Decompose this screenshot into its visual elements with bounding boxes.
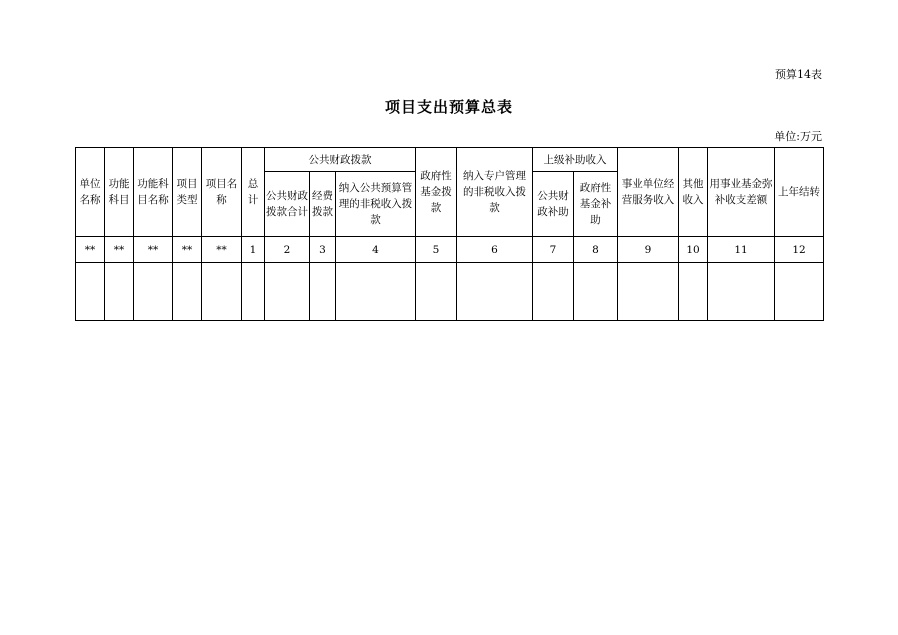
- number-cell: **: [173, 237, 202, 263]
- header-carryover: 上年结转: [775, 148, 824, 237]
- number-cell: 1: [242, 237, 265, 263]
- number-cell: 12: [775, 237, 824, 263]
- header-project-type: 项目类型: [173, 148, 202, 237]
- empty-data-row: [76, 263, 824, 321]
- number-cell: 5: [416, 237, 457, 263]
- header-gov-fund-subsidy: 政府性基金补助: [574, 172, 618, 237]
- number-row: [76, 237, 824, 263]
- number-cell: 3: [310, 237, 336, 263]
- number-cell: 8: [574, 237, 618, 263]
- number-cell: **: [134, 237, 173, 263]
- header-fund-gap: 用事业基金弥补收支差额: [708, 148, 775, 237]
- header-other-income: 其他收入: [679, 148, 708, 237]
- header-unit-name: 单位名称: [76, 148, 105, 237]
- table-number-label: 预算14表: [775, 68, 822, 81]
- number-cell: 11: [708, 237, 775, 263]
- header-special-non-tax: 纳入专户管理的非税收入拨款: [457, 148, 533, 237]
- header-non-tax-in-budget: 纳入公共预算管理的非税收入拨款: [336, 172, 416, 237]
- header-total: 总计: [242, 148, 265, 237]
- budget-table: [75, 147, 824, 321]
- number-cell: **: [105, 237, 134, 263]
- header-funding: 经费拨款: [310, 172, 336, 237]
- header-gov-fund: 政府性基金拨款: [416, 148, 457, 237]
- unit-label: 单位:万元: [774, 130, 822, 143]
- header-public-finance-total: 公共财政拨款合计: [265, 172, 310, 237]
- header-public-finance: 公共财政拨款: [265, 148, 416, 172]
- number-cell: 2: [265, 237, 310, 263]
- number-cell: 9: [618, 237, 679, 263]
- page-title: 项目支出预算总表: [384, 98, 513, 116]
- number-cell: 7: [533, 237, 574, 263]
- header-project-name: 项目名称: [202, 148, 242, 237]
- number-cell: **: [202, 237, 242, 263]
- header-func-subject-name: 功能科目名称: [134, 148, 173, 237]
- number-cell: 10: [679, 237, 708, 263]
- number-cell: **: [76, 237, 105, 263]
- header-public-finance-subsidy: 公共财政补助: [533, 172, 574, 237]
- number-cell: 6: [457, 237, 533, 263]
- header-superior-subsidy: 上级补助收入: [533, 148, 618, 172]
- header-func-subject: 功能科目: [105, 148, 134, 237]
- header-institution-income: 事业单位经营服务收入: [618, 148, 679, 237]
- number-cell: 4: [336, 237, 416, 263]
